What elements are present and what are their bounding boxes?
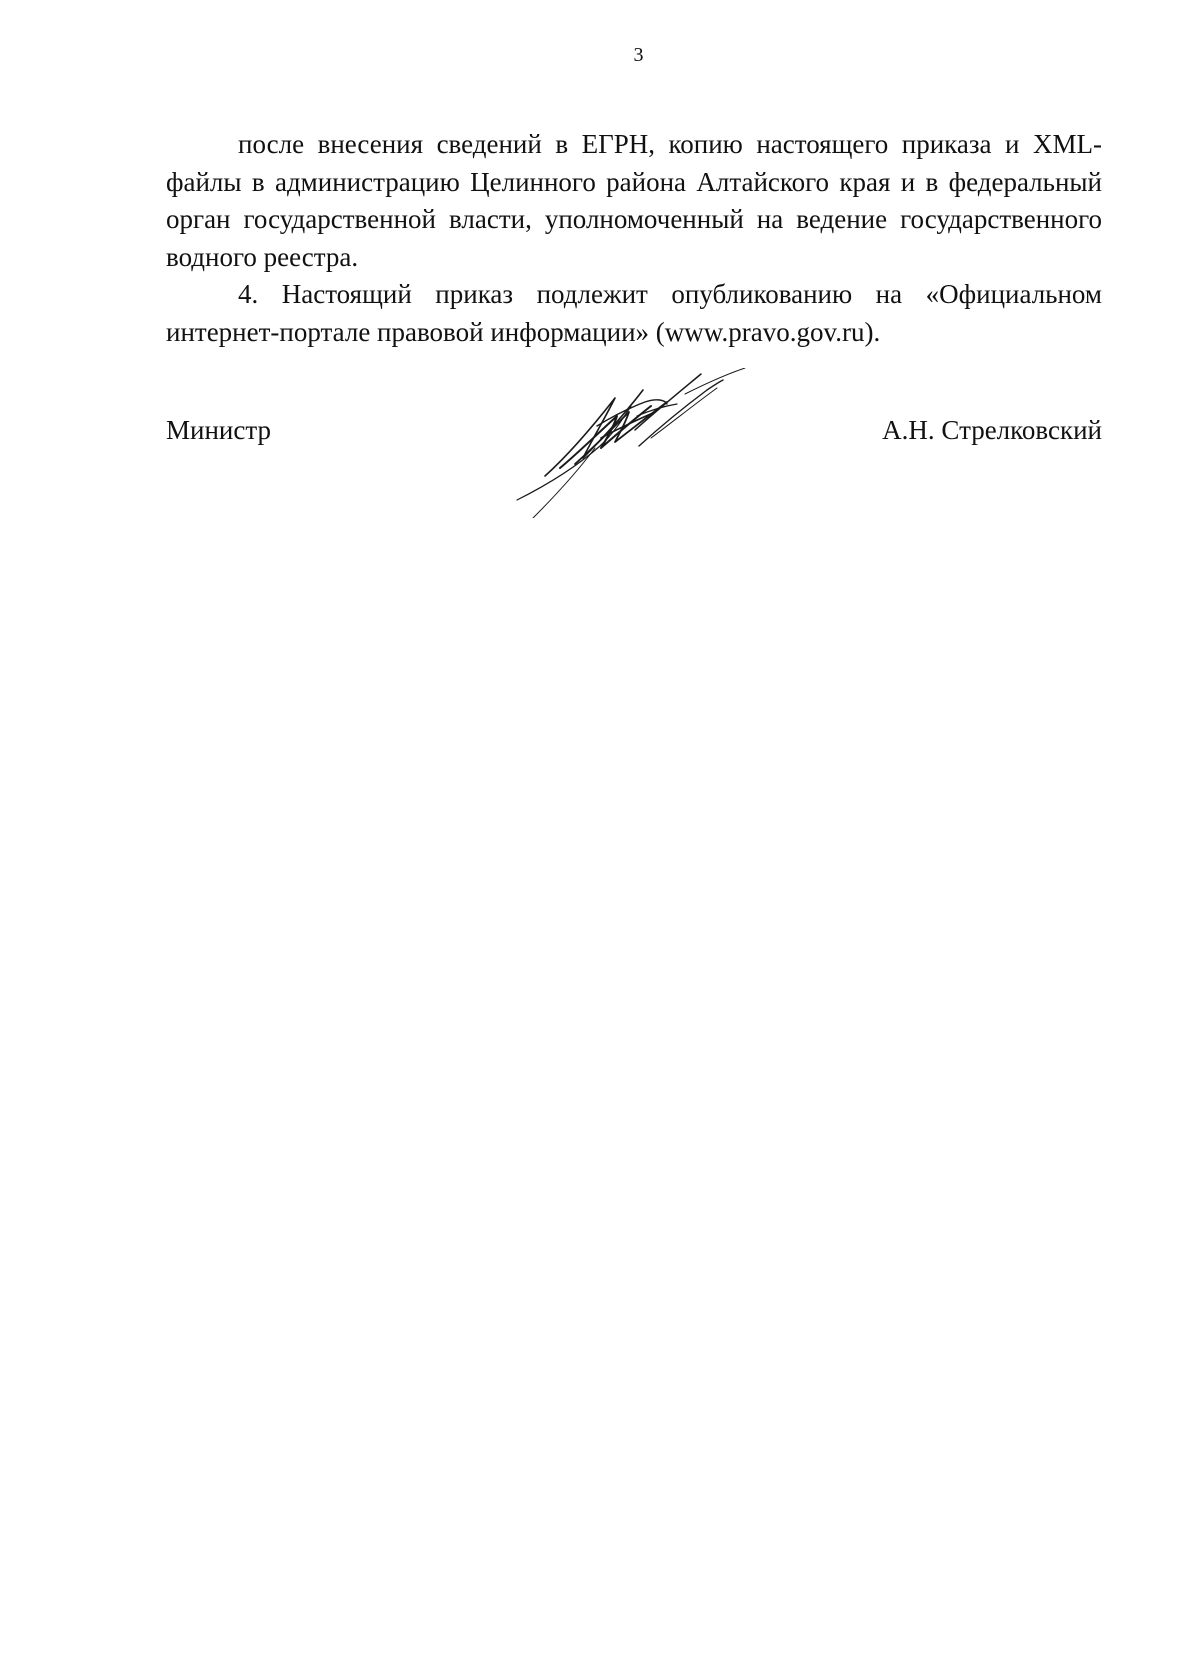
page-number: 3 (633, 44, 644, 66)
signer-name: А.Н. Стрелковский (882, 415, 1102, 445)
paragraph-continuation: после внесения сведений в ЕГРН, копию настоящего приказа и XML-файлы в администрацию Целинного района Алтайского края и в федеральный орган государственной власти, уполномоченный на ведение государственного водного реестра. (166, 129, 1102, 272)
paragraph-item-4: 4. Настоящий приказ подлежит опубликованию на «Официальном интернет-портале правовой информации» (www.pravo.gov.ru). (166, 279, 1102, 347)
signature-block (166, 415, 1102, 455)
signer-title: Министр (166, 415, 271, 445)
document-body (166, 126, 1102, 351)
